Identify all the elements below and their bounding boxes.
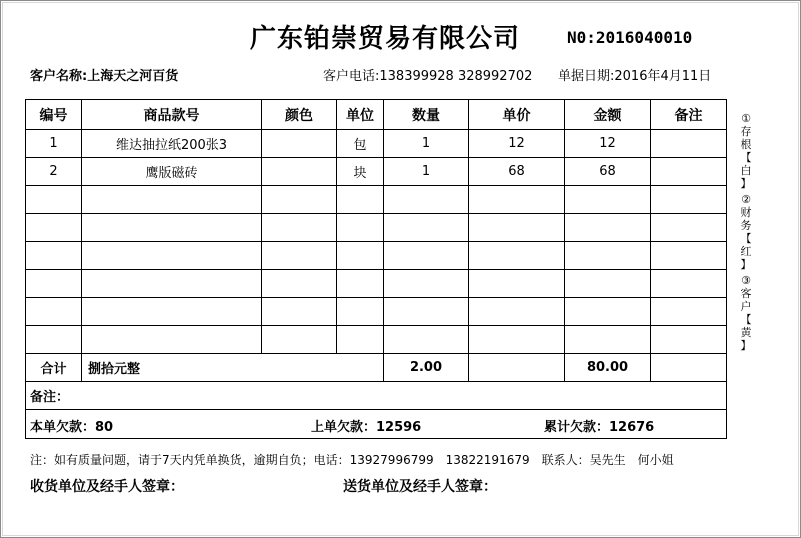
copy-note-char: ③ <box>741 274 751 287</box>
cell-no <box>26 298 82 326</box>
copy-note-char: 客 <box>740 287 752 300</box>
customer-name: 客户名称:上海天之河百货 <box>30 69 179 84</box>
cell-no: 1 <box>26 130 82 158</box>
table-row <box>26 186 727 214</box>
memo-row <box>26 382 727 410</box>
cell-amount <box>565 326 651 354</box>
previous-debt: 上单欠款：12596 <box>311 420 422 435</box>
col-header-unit: 单位 <box>337 100 384 130</box>
copy-note-char: 【 <box>740 313 752 326</box>
cell-unit: 包 <box>337 130 384 158</box>
cell-amount <box>565 242 651 270</box>
copy-note-group <box>738 193 754 271</box>
cell-amount: 12 <box>565 130 651 158</box>
cell-qty: 1 <box>384 130 469 158</box>
cell-remark <box>651 130 727 158</box>
cell-amount <box>565 186 651 214</box>
copy-note-char: 红 <box>740 245 752 258</box>
cell-qty: 1 <box>384 158 469 186</box>
cell-unit <box>337 270 384 298</box>
cell-no: 2 <box>26 158 82 186</box>
copy-distribution-note <box>738 112 754 355</box>
cell-item <box>82 242 262 270</box>
copy-note-char: 【 <box>740 232 752 245</box>
total-row <box>26 354 727 382</box>
cell-remark <box>651 298 727 326</box>
cell-price: 12 <box>469 130 565 158</box>
cell-item: 维达抽拉纸200张3 <box>82 130 262 158</box>
current-debt: 本单欠款：80 <box>30 420 114 435</box>
cell-item <box>82 214 262 242</box>
copy-note-char: 务 <box>740 219 752 232</box>
table-row <box>26 158 727 186</box>
cell-unit <box>337 326 384 354</box>
cell-price <box>469 242 565 270</box>
col-header-item: 商品款号 <box>82 100 262 130</box>
cell-remark <box>651 158 727 186</box>
table-row <box>26 270 727 298</box>
total-price-empty <box>469 354 565 382</box>
total-amount: 80.00 <box>565 354 651 382</box>
cell-no <box>26 270 82 298</box>
cell-color <box>262 130 337 158</box>
cell-no <box>26 214 82 242</box>
debt-row <box>26 410 727 439</box>
col-header-qty: 数量 <box>384 100 469 130</box>
cell-color <box>262 158 337 186</box>
total-label: 合计 <box>26 354 82 382</box>
cell-item <box>82 326 262 354</box>
cell-qty <box>384 326 469 354</box>
cell-color <box>262 214 337 242</box>
cell-amount <box>565 298 651 326</box>
col-header-amount: 金额 <box>565 100 651 130</box>
cell-price <box>469 270 565 298</box>
cell-unit: 块 <box>337 158 384 186</box>
customer-phone: 客户电话:138399928 328992702 <box>323 69 533 84</box>
copy-note-char: 白 <box>740 164 752 177</box>
cell-remark <box>651 214 727 242</box>
copy-note-group <box>738 274 754 352</box>
cell-item <box>82 270 262 298</box>
cell-qty <box>384 270 469 298</box>
col-header-color: 颜色 <box>262 100 337 130</box>
receiver-signature-label: 收货单位及经手人签章： <box>30 479 184 495</box>
cell-amount <box>565 270 651 298</box>
cell-remark <box>651 270 727 298</box>
cell-no <box>26 186 82 214</box>
copy-note-char: 】 <box>740 177 752 190</box>
cell-price <box>469 186 565 214</box>
cell-price: 68 <box>469 158 565 186</box>
cell-amount: 68 <box>565 158 651 186</box>
cell-amount <box>565 214 651 242</box>
cell-no <box>26 242 82 270</box>
cell-item <box>82 298 262 326</box>
cell-item: 鹰版磁砖 <box>82 158 262 186</box>
cell-price <box>469 298 565 326</box>
cell-unit <box>337 298 384 326</box>
col-header-no: 编号 <box>26 100 82 130</box>
sender-signature-label: 送货单位及经手人签章： <box>343 479 497 495</box>
cell-item <box>82 186 262 214</box>
cell-remark <box>651 242 727 270</box>
cell-remark <box>651 326 727 354</box>
copy-note-char: ② <box>741 193 751 206</box>
footnote: 注：如有质量问题，请于7天内凭单换货，逾期自负；电话：13927996799 13822191679 联系人：吴先生 何小姐 <box>30 453 674 467</box>
cell-unit <box>337 242 384 270</box>
copy-note-char: 根 <box>740 138 752 151</box>
copy-note-char: 【 <box>740 151 752 164</box>
table-row <box>26 242 727 270</box>
table-row <box>26 130 727 158</box>
copy-note-char: 户 <box>740 300 752 313</box>
cell-qty <box>384 214 469 242</box>
cell-unit <box>337 186 384 214</box>
table-row <box>26 214 727 242</box>
company-title: 广东铂崇贸易有限公司 <box>250 24 521 54</box>
cell-color <box>262 186 337 214</box>
cell-remark <box>651 186 727 214</box>
cell-color <box>262 298 337 326</box>
copy-note-char: 】 <box>740 258 752 271</box>
cell-no <box>26 326 82 354</box>
items-table <box>25 99 727 439</box>
item-rows <box>26 130 727 354</box>
cell-qty <box>384 186 469 214</box>
table-row <box>26 326 727 354</box>
col-header-price: 单价 <box>469 100 565 130</box>
cell-price <box>469 214 565 242</box>
table-row <box>26 298 727 326</box>
cell-qty <box>384 242 469 270</box>
cumulative-debt: 累计欠款：12676 <box>544 420 655 435</box>
cell-unit <box>337 214 384 242</box>
copy-note-group <box>738 112 754 190</box>
cell-color <box>262 270 337 298</box>
cell-color <box>262 326 337 354</box>
cell-price <box>469 326 565 354</box>
cell-qty <box>384 298 469 326</box>
copy-note-char: ① <box>741 112 751 125</box>
col-header-remark: 备注 <box>651 100 727 130</box>
memo-label: 备注： <box>26 382 727 410</box>
order-number: N0:2016040010 <box>567 28 693 47</box>
document-date: 单据日期:2016年4月11日 <box>558 69 712 84</box>
copy-note-char: 】 <box>740 339 752 352</box>
total-qty: 2.00 <box>384 354 469 382</box>
copy-note-char: 财 <box>740 206 752 219</box>
table-header-row <box>26 100 727 130</box>
total-amount-chinese: 捌拾元整 <box>82 354 384 382</box>
copy-note-char: 存 <box>740 125 752 138</box>
copy-note-char: 黄 <box>740 326 752 339</box>
total-remark-empty <box>651 354 727 382</box>
cell-color <box>262 242 337 270</box>
